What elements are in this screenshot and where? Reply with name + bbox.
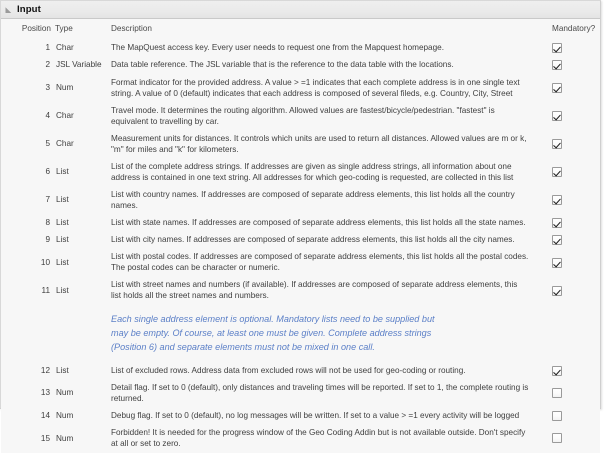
cell-mandatory [542, 57, 600, 74]
table-row [1, 232, 600, 249]
cell-description: List of excluded rows. Address data from excluded rows will not be used for geo-coding or routing. [111, 365, 466, 375]
table-row [1, 187, 600, 215]
cell-position: 9 [45, 234, 50, 244]
table-row [1, 249, 600, 277]
note-spacer [1, 305, 53, 362]
cell-type: Num [56, 83, 74, 93]
mandatory-checkbox-checked[interactable] [552, 235, 562, 245]
mandatory-checkbox-checked[interactable] [552, 218, 562, 228]
table-header [1, 24, 600, 40]
cell-type: Char [56, 43, 74, 53]
cell-type: Num [56, 410, 74, 420]
cell-type: List [56, 234, 69, 244]
table-row [1, 380, 600, 408]
cell-position: 4 [45, 111, 50, 121]
table-row [1, 277, 600, 305]
mandatory-checkbox-checked[interactable] [552, 286, 562, 296]
cell-position: 2 [45, 60, 50, 70]
address-elements-note: Each single address element is optional. Mandatory lists need to be supplied but may be empty. Of course, at least one must be given. Complete address strings (Position 6) and separate elements must not be mixed in one call. [111, 314, 435, 352]
cell-mandatory [542, 103, 600, 131]
mandatory-checkbox-checked[interactable] [552, 167, 562, 177]
cell-mandatory [542, 159, 600, 187]
cell-description: List of the complete address strings. If addresses are given as single address strings, all information about one address is contained in one text string. All addresses for which geo-coding is requested, are collected in this list [111, 161, 514, 182]
cell-type: List [56, 217, 69, 227]
cell-mandatory [542, 215, 600, 232]
mandatory-checkbox-unchecked[interactable] [552, 388, 562, 398]
note-row [1, 305, 600, 362]
mandatory-checkbox-checked[interactable] [552, 60, 562, 70]
mandatory-checkbox-checked[interactable] [552, 195, 562, 205]
cell-description: The MapQuest access key. Every user needs to request one from the Mapquest homepage. [111, 43, 444, 53]
column-header-position: Position [21, 24, 51, 33]
table-row [1, 75, 600, 103]
cell-mandatory [542, 277, 600, 305]
cell-mandatory [542, 408, 600, 425]
cell-position: 14 [40, 410, 50, 420]
table-row [1, 363, 600, 380]
panel-title: Input [17, 3, 41, 15]
cell-type: Char [56, 111, 74, 121]
cell-type: Char [56, 139, 74, 149]
cell-description: List with city names. If addresses are composed of separate address elements, this list holds all the city names. [111, 234, 515, 244]
cell-description: List with street names and numbers (if available). If addresses are composed of separate address elements, this list holds all the street names and numbers. [111, 280, 518, 301]
cell-description: Format indicator for the provided address. A value > =1 indicates that each complete address is in one single text string. A value of 0 (default) indicates that each address is composed of several fileds, e.g. Country, City, Street [111, 77, 520, 98]
cell-position: 15 [40, 433, 50, 443]
cell-description: Travel mode. It determines the routing algorithm. Allowed values are fastest/bicycle/pedestrian. "fastest" is equivalent to travelling by car. [111, 105, 495, 126]
cell-mandatory [542, 187, 600, 215]
cell-description: Debug flag. If set to 0 (default), no log messages will be written. If set to a value > =1 every activity will be logged [111, 410, 520, 420]
table-row [1, 57, 600, 74]
cell-mandatory [542, 425, 600, 453]
cell-position: 1 [45, 43, 50, 53]
cell-mandatory [542, 75, 600, 103]
cell-mandatory [542, 249, 600, 277]
panel-header[interactable] [1, 1, 600, 19]
cell-type: List [56, 167, 69, 177]
mandatory-checkbox-checked[interactable] [552, 258, 562, 268]
note-spacer [53, 305, 105, 362]
table-header-row [1, 24, 600, 40]
cell-type: List [56, 257, 69, 267]
table-row [1, 215, 600, 232]
table-row [1, 159, 600, 187]
mandatory-checkbox-checked[interactable] [552, 43, 562, 53]
parameters-table-container [1, 19, 600, 453]
cell-type: List [56, 285, 69, 295]
cell-mandatory [542, 232, 600, 249]
table-row [1, 40, 600, 57]
cell-description: Data table reference. The JSL variable that is the reference to the data table with the locations. [111, 60, 454, 70]
cell-position: 3 [45, 83, 50, 93]
cell-type: List [56, 365, 69, 375]
cell-position: 13 [40, 388, 50, 398]
mandatory-checkbox-checked[interactable] [552, 366, 562, 376]
cell-position: 12 [40, 365, 50, 375]
table-row [1, 103, 600, 131]
cell-mandatory [542, 380, 600, 408]
cell-description: List with country names. If addresses are composed of separate address elements, this list holds all the country names. [111, 189, 515, 210]
cell-description: List with state names. If addresses are composed of separate address elements, this list holds all the state names. [111, 217, 526, 227]
cell-position: 10 [40, 257, 50, 267]
table-body [1, 40, 600, 453]
cell-description: Forbidden! It is needed for the progress window of the Geo Coding Addin but is not available outside. Don't specify at all or set to zero. [111, 428, 526, 449]
mandatory-checkbox-checked[interactable] [552, 83, 562, 93]
cell-position: 8 [45, 217, 50, 227]
cell-description: Measurement units for distances. It controls which units are used to return all distances. Allowed values are m or k, "m" for miles and "k" for kilometers. [111, 133, 527, 154]
cell-type: Num [56, 433, 74, 443]
cell-type: JSL Variable [56, 60, 102, 70]
cell-position: 7 [45, 195, 50, 205]
note-spacer [542, 305, 600, 362]
table-row [1, 408, 600, 425]
column-header-type: Type [55, 24, 73, 33]
mandatory-checkbox-checked[interactable] [552, 139, 562, 149]
cell-mandatory [542, 363, 600, 380]
cell-type: Num [56, 388, 74, 398]
column-header-description: Description [111, 24, 152, 33]
cell-mandatory [542, 40, 600, 57]
parameters-table [1, 24, 600, 453]
mandatory-checkbox-unchecked[interactable] [552, 411, 562, 421]
cell-description: Detail flag. If set to 0 (default), only distances and traveling times will be reported. If set to 1, the complete routing is returned. [111, 382, 529, 403]
cell-position: 11 [41, 285, 50, 295]
cell-mandatory [542, 131, 600, 159]
table-row [1, 131, 600, 159]
table-row [1, 425, 600, 453]
triangle-collapse-icon[interactable] [4, 5, 14, 15]
cell-position: 5 [45, 139, 50, 149]
mandatory-checkbox-unchecked[interactable] [552, 433, 562, 443]
cell-description: List with postal codes. If addresses are composed of separate address elements, this list holds all the postal codes. The postal codes can be character or numeric. [111, 252, 529, 273]
cell-position: 6 [45, 167, 50, 177]
column-header-mandatory: Mandatory? [552, 24, 596, 33]
cell-type: List [56, 195, 69, 205]
mandatory-checkbox-checked[interactable] [552, 111, 562, 121]
